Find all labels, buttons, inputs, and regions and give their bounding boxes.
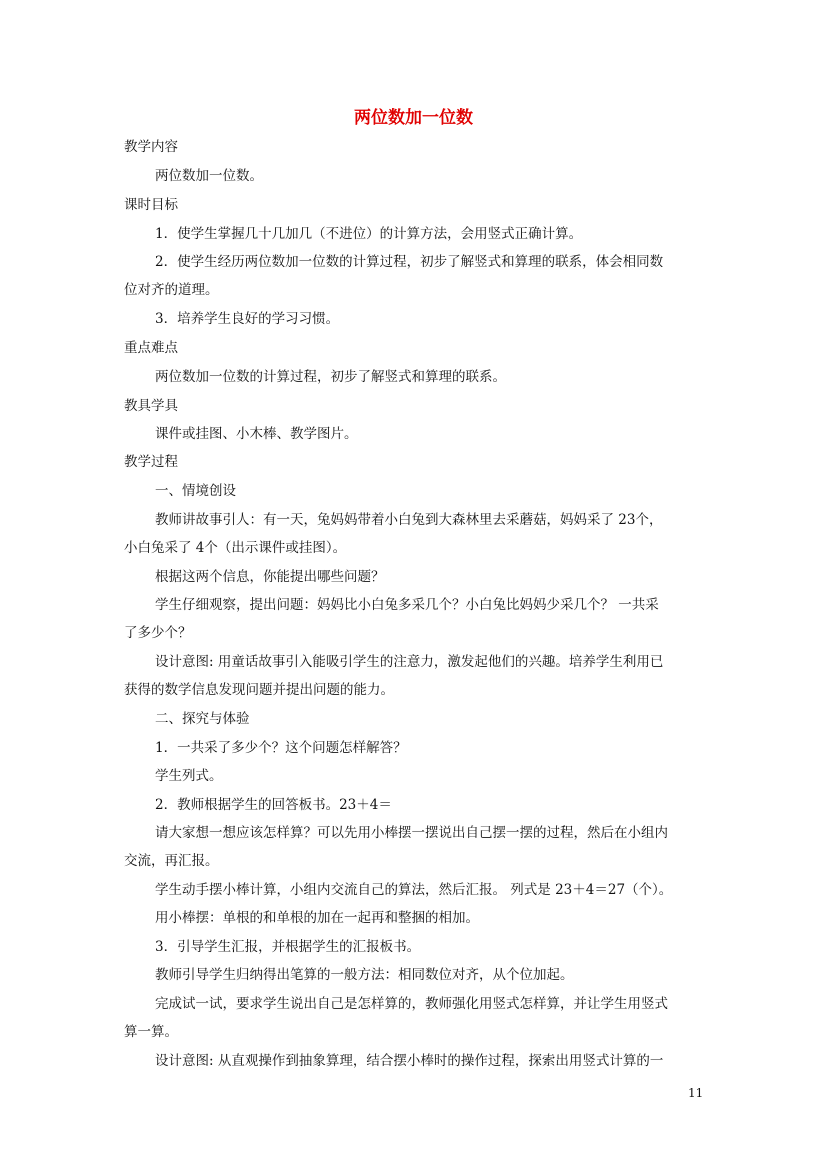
section-heading: 教学内容 — [124, 139, 178, 155]
paragraph-line: 教师引导学生归纳得出笔算的一般方法：相同数位对齐，从个位加起。 — [155, 967, 574, 983]
paragraph-line: 根据这两个信息，你能提出哪些问题？ — [155, 569, 385, 585]
paragraph-line: 3．培养学生良好的学习习惯。 — [155, 311, 340, 327]
paragraph-line: 学生列式。 — [155, 768, 223, 784]
section-heading: 教学过程 — [124, 454, 178, 470]
paragraph-line: 交流，再汇报。 — [124, 853, 219, 869]
section-heading: 重点难点 — [124, 340, 178, 356]
paragraph-line: 设计意图: 用童话故事引入能吸引学生的注意力，激发起他们的兴趣。培养学生利用已 — [155, 654, 664, 670]
paragraph-line: 一、情境创设 — [155, 483, 236, 499]
paragraph-line: 2．使学生经历两位数加一位数的计算过程，初步了解竖式和算理的联系，体会相同数 — [155, 254, 664, 270]
paragraph-line: 用小棒摆：单根的和单根的加在一起再和整捆的相加。 — [155, 910, 479, 926]
section-heading: 课时目标 — [124, 197, 178, 213]
paragraph-line: 课件或挂图、小木棒、教学图片。 — [155, 426, 358, 442]
paragraph-line: 学生仔细观察，提出问题：妈妈比小白兔多采几个？小白兔比妈妈少采几个？ 一共采 — [155, 597, 659, 613]
paragraph-line: 设计意图: 从直观操作到抽象算理，结合摆小棒时的操作过程，探索出用竖式计算的一 — [155, 1053, 664, 1069]
paragraph-line: 算一算。 — [124, 1024, 178, 1040]
paragraph-line: 学生动手摆小棒计算，小组内交流自己的算法，然后汇报。 列式是 23＋4＝27（个）。 — [155, 882, 673, 898]
paragraph-line: 1．一共采了多少个？这个问题怎样解答？ — [155, 740, 407, 756]
document-title: 两位数加一位数 — [354, 108, 473, 128]
paragraph-line: 教师讲故事引人：有一天，兔妈妈带着小白兔到大森林里去采蘑菇，妈妈采了 23个， — [155, 512, 663, 528]
paragraph-line: 3．引导学生汇报，并根据学生的汇报板书。 — [155, 939, 421, 955]
paragraph-line: 1．使学生掌握几十几加几（不进位）的计算方法，会用竖式正确计算。 — [155, 226, 583, 242]
section-heading: 教具学具 — [124, 398, 178, 414]
paragraph-line: 二、探究与体验 — [155, 711, 250, 727]
paragraph-line: 获得的数学信息发现问题并提出问题的能力。 — [124, 682, 394, 698]
paragraph-line: 两位数加一位数的计算过程，初步了解竖式和算理的联系。 — [155, 369, 506, 385]
paragraph-line: 请大家想一想应该怎样算？可以先用小棒摆一摆说出自己摆一摆的过程，然后在小组内 — [155, 825, 668, 841]
page-number: 11 — [688, 1086, 704, 1100]
paragraph-line: 位对齐的道理。 — [124, 282, 219, 298]
paragraph-line: 两位数加一位数。 — [155, 168, 263, 184]
paragraph-line: 完成试一试，要求学生说出自己是怎样算的，教师强化用竖式怎样算，并让学生用竖式 — [155, 996, 668, 1012]
paragraph-line: 2．教师根据学生的回答板书。23＋4＝ — [155, 797, 392, 813]
paragraph-line: 小白兔采了 4个（出示课件或挂图）。 — [124, 540, 347, 556]
paragraph-line: 了多少个？ — [124, 625, 192, 641]
